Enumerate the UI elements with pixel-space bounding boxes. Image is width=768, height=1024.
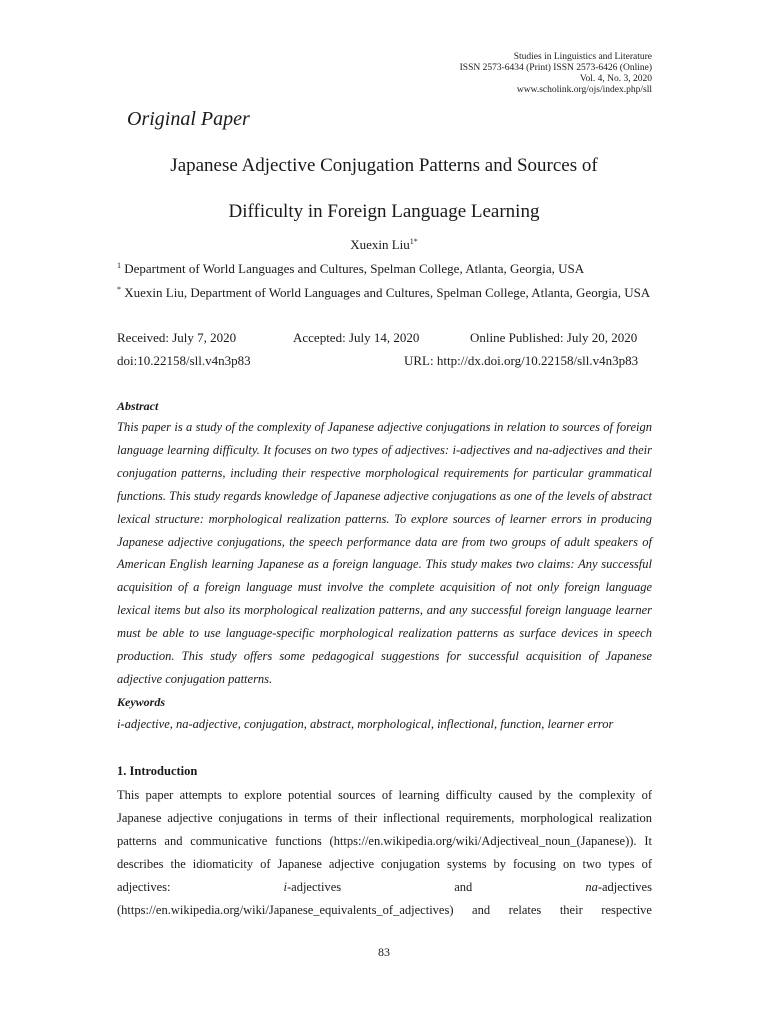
intro-line-6-respective: respective [601, 903, 652, 917]
intro-line-6-their: their [559, 903, 583, 917]
paper-title-line-2: Difficulty in Foreign Language Learning [228, 201, 540, 222]
doi-url: URL: http://dx.doi.org/10.22158/sll.v4n3p83 [404, 353, 639, 368]
intro-line-1: This paper attempts to explore potential sources of learning difficulty caused by the complexity of [117, 788, 652, 802]
received-date: Received: July 7, 2020 [117, 330, 237, 345]
author-name: Xuexin Liu [350, 237, 410, 252]
intro-line-6-relates: relates [508, 903, 542, 917]
intro-line-5-and: and [454, 880, 473, 894]
journal-name: Studies in Linguistics and Literature [513, 52, 652, 62]
author-marks: 1* [409, 237, 418, 246]
intro-line-6-and: and [472, 903, 491, 917]
affiliation-2 [117, 285, 650, 301]
page-number: 83 [378, 945, 390, 959]
abstract-heading: Abstract [117, 399, 159, 413]
paper-title-line-1: Japanese Adjective Conjugation Patterns and Sources of [170, 155, 598, 176]
journal-issn: ISSN 2573-6434 (Print) ISSN 2573-6426 (Online) [459, 63, 652, 73]
intro-line-4: describes the idiomaticity of Japanese adjective conjugation systems by focusing on two types of [117, 857, 652, 871]
affiliation-1 [117, 261, 584, 277]
affiliation-1-mark: 1 [117, 261, 121, 270]
intro-line-6 [117, 899, 652, 922]
section-heading-introduction: 1. Introduction [117, 764, 198, 778]
journal-header [292, 52, 652, 96]
affiliation-1-text: Department of World Languages and Cultures, Spelman College, Atlanta, Georgia, USA [124, 261, 585, 276]
accepted-date: Accepted: July 14, 2020 [293, 330, 420, 345]
paper-type-label: Original Paper [127, 108, 250, 130]
intro-line-3: patterns and communicative functions (https://en.wikipedia.org/wiki/Adjectiveal_noun_(Japanese)). It [117, 834, 652, 848]
intro-line-5-word-1: adjectives: [117, 880, 171, 894]
published-date: Online Published: July 20, 2020 [470, 330, 638, 345]
author-line [100, 237, 668, 253]
introduction-body [117, 784, 652, 922]
intro-line-6-link: (https://en.wikipedia.org/wiki/Japanese_equivalents_of_adjectives) [117, 903, 454, 917]
intro-line-5-na-adjectives: na-adjectives [585, 880, 652, 894]
journal-url: www.scholink.org/ojs/index.php/sll [516, 85, 652, 95]
intro-line-5-i-adjectives: i-adjectives [283, 880, 342, 894]
doi: doi:10.22158/sll.v4n3p83 [117, 353, 251, 368]
journal-volume: Vol. 4, No. 3, 2020 [579, 74, 652, 84]
intro-line-2: Japanese adjective conjugations in terms of their inflectional requirements, morphological realization [117, 811, 652, 825]
affiliation-2-text: Xuexin Liu, Department of World Languages and Cultures, Spelman College, Atlanta, Georgia, USA [124, 285, 651, 300]
intro-line-5 [117, 876, 652, 899]
abstract-text: This paper is a study of the complexity of Japanese adjective conjugations in relation to sources of foreign language learning difficulty. It focuses on two types of adjectives: i-adjectives and na-adjectives and their conjugation patterns, including their respective morphological requirements for particular grammatical functions. This study regards knowledge of Japanese adjective conjugations as one of the levels of abstract lexical structure: morphological realization patterns. To explore sources of learner errors in producing Japanese adjective conjugations, the speech performance data are from two groups of adult speakers of American English learning Japanese as a foreign language. This study makes two claims: Any successful acquisition of a foreign language must involve the complete acquisition of not only foreign language lexical items but also its morphological realization patterns, and any successful foreign language learner must be able to use language-specific morphological realization patterns as surface devices in speech production. This study offers some pedagogical suggestions for successful acquisition of Japanese adjective conjugation patterns. [117, 420, 652, 686]
keywords-text: i-adjective, na-adjective, conjugation, abstract, morphological, inflectional, function, learner error [117, 717, 614, 731]
affiliation-2-mark: * [117, 285, 121, 294]
keywords-heading: Keywords [117, 695, 165, 709]
